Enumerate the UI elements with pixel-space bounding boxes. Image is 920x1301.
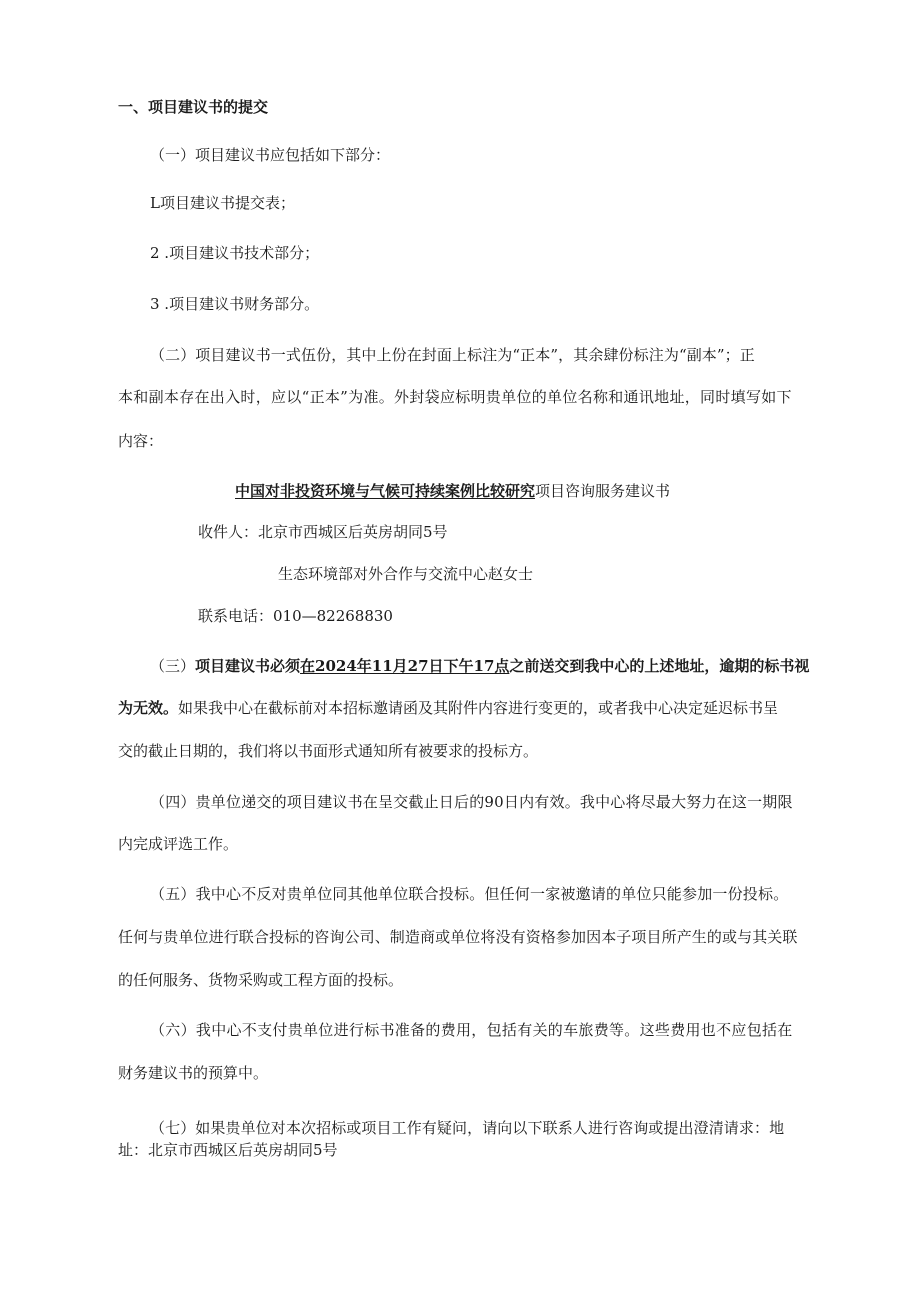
list-item-1: L项目建议书提交表； — [150, 194, 295, 212]
paragraph-2-line-1: （二）项目建议书一式伍份，其中上份在封面上标注为“正本”，其余肆份标注为“副本”；正 — [150, 346, 755, 364]
envelope-recipient: 收件人：北京市西城区后英房胡同5号 — [198, 523, 448, 541]
paragraph-2-line-2: 本和副本存在出入时，应以“正本”为准。外封袋应标明贵单位的单位名称和通讯地址，同时填写如下 — [118, 388, 792, 406]
paragraph-2-line-3: 内容： — [118, 432, 164, 450]
paragraph-5-line-1: （五）我中心不反对贵单位同其他单位联合投标。但任何一家被邀请的单位只能参加一份投标。 — [150, 885, 789, 903]
paragraph-4-line-2: 内完成评选工作。 — [118, 835, 239, 853]
list-item-3: 3 .项目建议书财务部分。 — [150, 295, 320, 313]
envelope-phone: 联系电话：010—82268830 — [198, 607, 393, 625]
paragraph-4-line-1: （四）贵单位递交的项目建议书在呈交截止日后的90日内有效。我中心将尽最大努力在这一期限 — [150, 793, 793, 811]
paragraph-3-number: （三） — [150, 657, 196, 675]
envelope-org: 生态环境部对外合作与交流中心赵女士 — [278, 565, 534, 583]
paragraph-3-emphasis-3: 为无效。 — [118, 699, 179, 717]
paragraph-6-line-1: （六）我中心不支付贵单位进行标书准备的费用，包括有关的车旅费等。这些费用也不应包括在 — [150, 1021, 793, 1039]
envelope-title-rest: 项目咨询服务建议书 — [535, 482, 671, 500]
paragraph-3-text: 如果我中心在截标前对本招标邀请函及其附件内容进行变更的，或者我中心决定延迟标书呈 — [178, 699, 779, 717]
paragraph-3-line-1 — [150, 656, 809, 676]
paragraph-3-deadline: 在2024年11月27日下午17点 — [300, 657, 510, 675]
paragraph-3-line-3: 交的截止日期的，我们将以书面形式通知所有被要求的投标方。 — [118, 742, 539, 760]
paragraph-3-emphasis-1: 项目建议书必须 — [195, 657, 301, 675]
paragraph-7-line-2: 址：北京市西城区后英房胡同5号 — [118, 1141, 338, 1159]
paragraph-5-line-3: 的任何服务、货物采购或工程方面的投标。 — [118, 971, 404, 989]
paragraph-3-line-2 — [118, 698, 778, 718]
paragraph-3-emphasis-2: 之前送交到我中心的上述地址，逾期的标书视 — [509, 657, 810, 675]
paragraph-6-line-2: 财务建议书的预算中。 — [118, 1064, 269, 1082]
section-title: 一、项目建议书的提交 — [118, 98, 269, 116]
paragraph-1-heading: （一）项目建议书应包括如下部分： — [150, 146, 391, 164]
envelope-title-underlined: 中国对非投资环境与气候可持续案例比较研究 — [235, 482, 536, 500]
paragraph-5-line-2: 任何与贵单位进行联合投标的咨询公司、制造商或单位将没有资格参加因本子项目所产生的或与其关联 — [118, 928, 798, 946]
list-item-2: 2 .项目建议书技术部分； — [150, 244, 320, 262]
envelope-title — [235, 481, 670, 501]
paragraph-7-line-1: （七）如果贵单位对本次招标或项目工作有疑问，请向以下联系人进行咨询或提出澄清请求：地 — [150, 1119, 785, 1137]
